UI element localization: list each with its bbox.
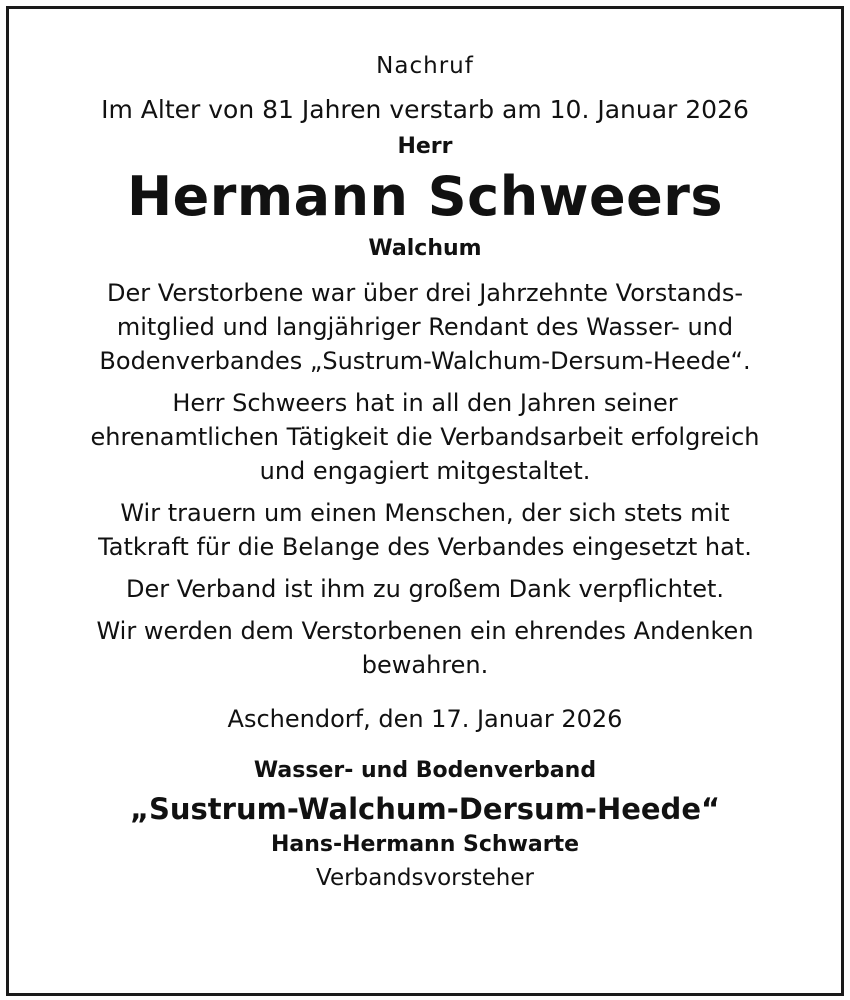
hometown: Walchum [368, 236, 482, 261]
salutation: Herr [397, 134, 453, 159]
paragraph-line: bewahren. [361, 651, 489, 679]
place-and-date: Aschendorf, den 17. Januar 2026 [227, 705, 623, 733]
paragraph-line: und engagiert mitgestaltet. [259, 457, 591, 485]
organization-type: Wasser- und Bodenverband [253, 758, 597, 783]
paragraph-line: Tatkraft für die Belange des Verbandes eingesetzt hat. [98, 533, 752, 561]
paragraph-remembrance [40, 614, 810, 682]
paragraph-tenure [40, 276, 810, 378]
organization-name: „Sustrum-Walchum-Dersum-Heede“ [129, 792, 721, 826]
paragraph-mourning [40, 496, 810, 564]
paragraph-line: Der Verstorbene war über drei Jahrzehnte Vorstands- [107, 279, 743, 307]
paragraph-line: Wir werden dem Verstorbenen ein ehrendes Andenken [96, 617, 754, 645]
signatory-name: Hans-Hermann Schwarte [270, 832, 580, 857]
age-and-death-date: Im Alter von 81 Jahren verstarb am 10. Januar 2026 [101, 95, 749, 124]
signature-block [40, 756, 810, 894]
deceased-name: Hermann Schweers [126, 165, 724, 228]
obituary-notice [40, 50, 810, 894]
paragraph-service [40, 386, 810, 488]
paragraph-line: Wir trauern um einen Menschen, der sich stets mit [120, 499, 730, 527]
paragraph-line: Bodenverbandes „Sustrum-Walchum-Dersum-Heede“. [99, 347, 751, 375]
paragraph-line: Herr Schweers hat in all den Jahren seiner [172, 389, 678, 417]
signatory-role: Verbandsvorsteher [316, 865, 534, 891]
paragraph-gratitude [40, 572, 810, 606]
notice-heading: Nachruf [376, 53, 474, 79]
paragraph-line: Der Verband ist ihm zu großem Dank verpflichtet. [125, 575, 725, 603]
paragraph-line: mitglied und langjähriger Rendant des Wasser- und [116, 313, 734, 341]
paragraph-line: ehrenamtlichen Tätigkeit die Verbandsarbeit erfolgreich [90, 423, 760, 451]
